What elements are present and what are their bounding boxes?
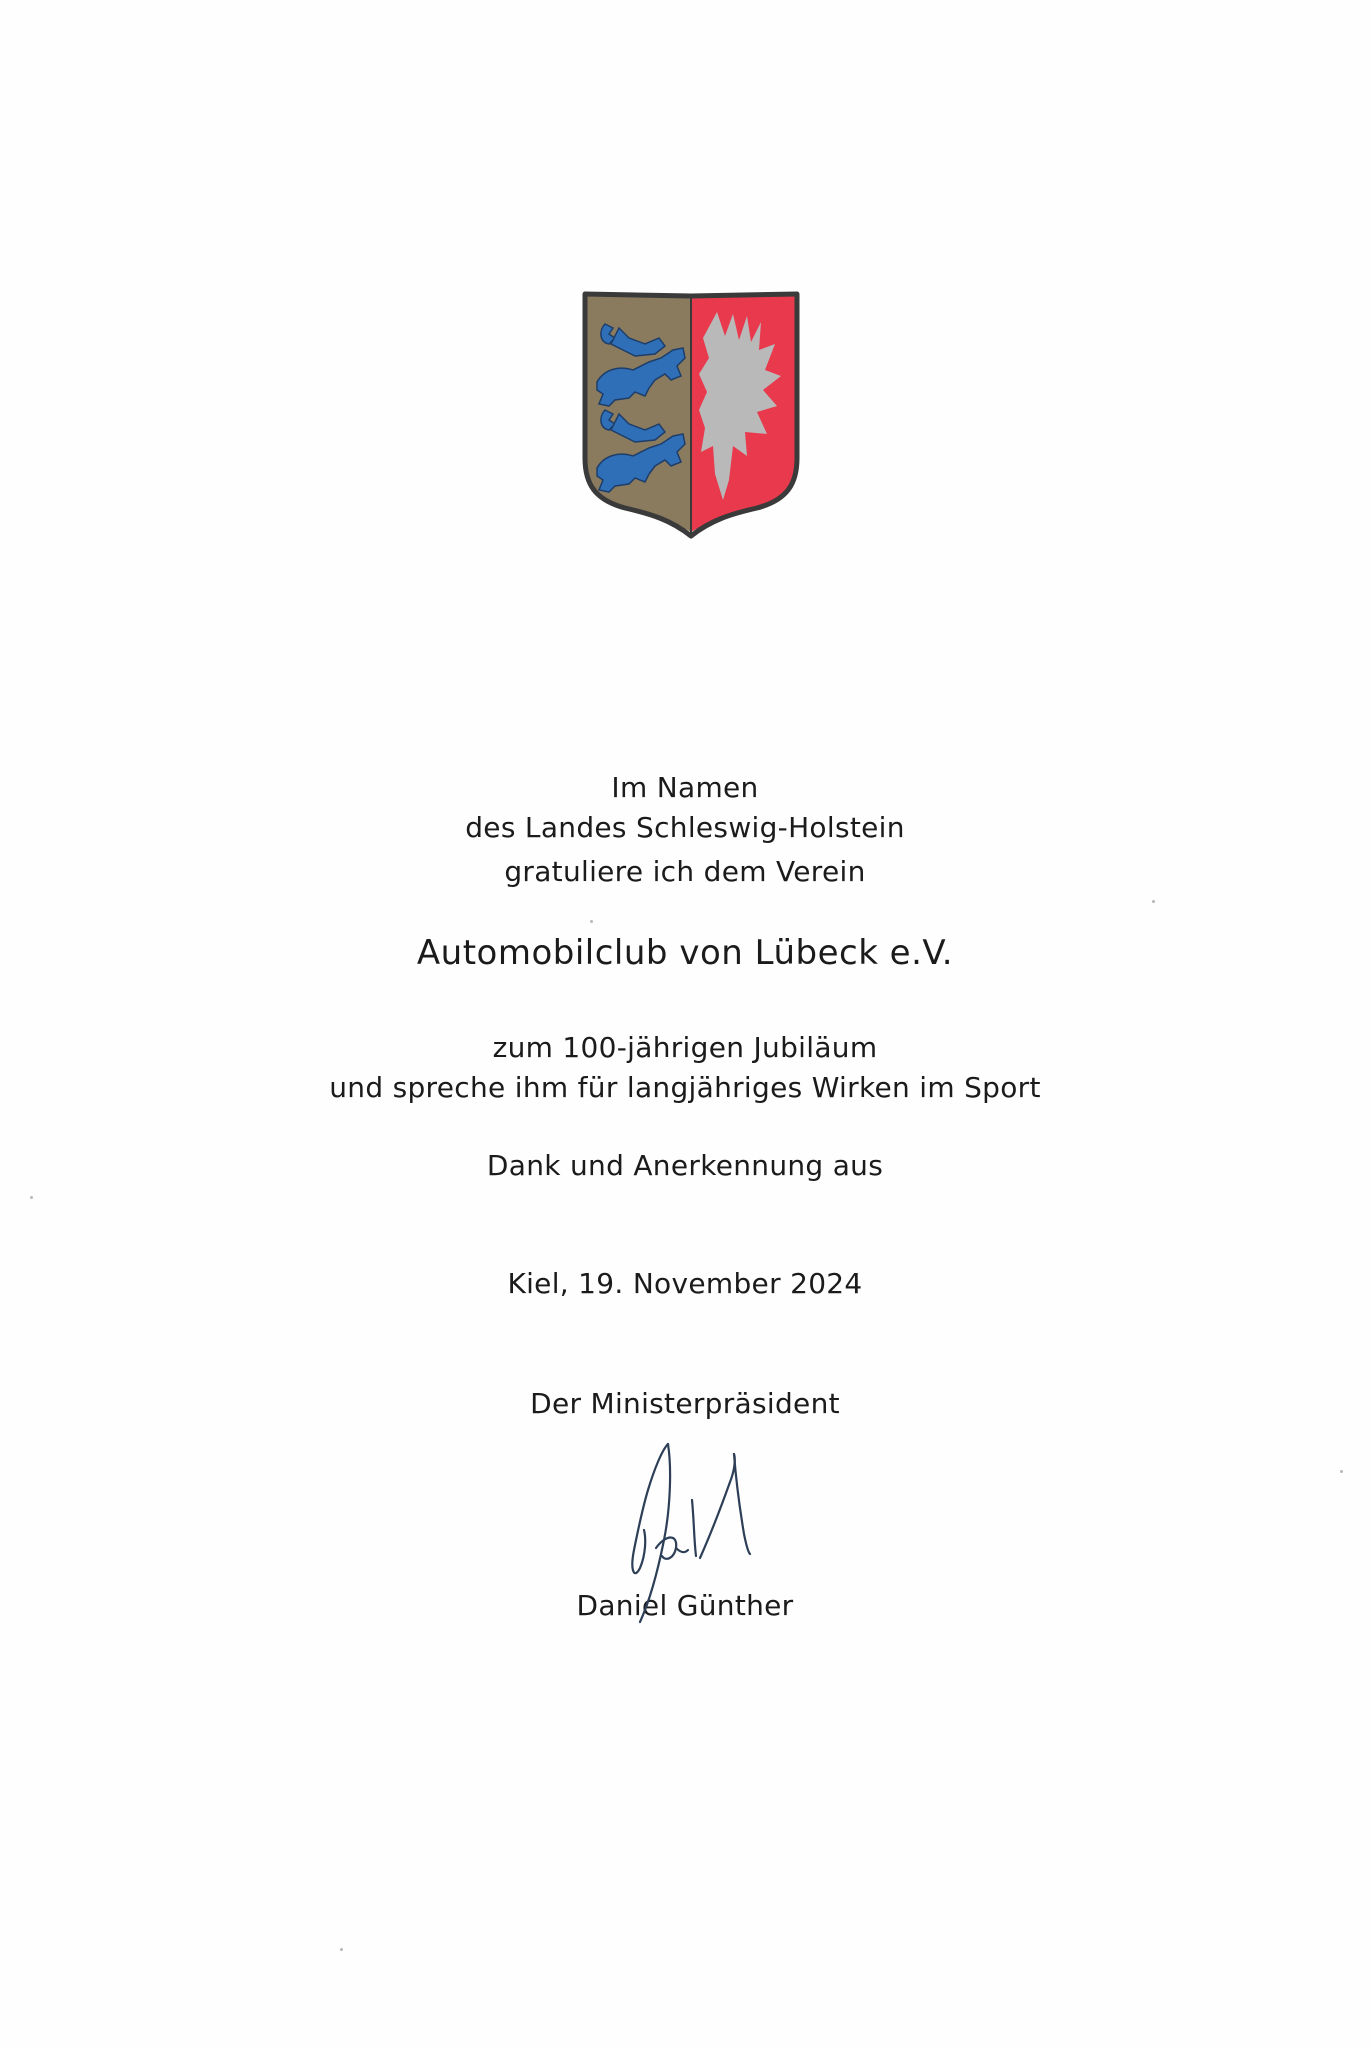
signer-name: Daniel Günther [576, 1589, 794, 1622]
intro-line-2: des Landes Schleswig-Holstein [465, 811, 905, 844]
paper-speck [590, 920, 593, 923]
place-date: Kiel, 19. November 2024 [507, 1267, 863, 1300]
paper-speck [340, 1948, 343, 1951]
thanks-line: Dank und Anerkennung aus [486, 1149, 884, 1182]
paper-speck [30, 1196, 33, 1199]
paper-speck [1340, 1470, 1343, 1473]
occasion-line-1: zum 100-jährigen Jubiläum [492, 1031, 878, 1064]
intro-line-1: Im Namen [611, 771, 759, 804]
coat-of-arms-icon [575, 288, 807, 546]
signer-title: Der Ministerpräsident [530, 1387, 840, 1420]
handwritten-signature [600, 1430, 780, 1630]
intro-line-3: gratuliere ich dem Verein [504, 855, 866, 888]
club-name: Automobilclub von Lübeck e.V. [416, 933, 954, 973]
paper-speck [1152, 900, 1155, 903]
occasion-line-2: und spreche ihm für langjähriges Wirken im Sport [329, 1071, 1041, 1104]
